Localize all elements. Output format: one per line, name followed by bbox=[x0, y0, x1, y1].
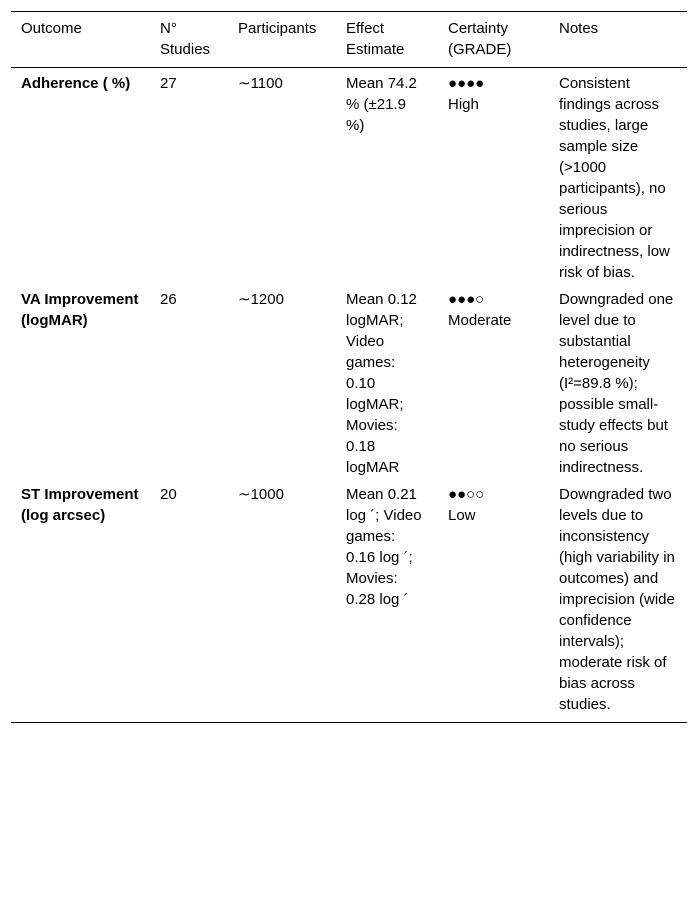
table-body bbox=[11, 68, 687, 723]
table-row bbox=[11, 68, 687, 285]
participants-cell: ∼1100 bbox=[238, 75, 283, 92]
header-row bbox=[11, 12, 687, 68]
header-outcome: Outcome bbox=[11, 12, 150, 68]
certainty-label: High bbox=[448, 96, 479, 113]
studies-cell: 20 bbox=[150, 479, 228, 723]
header-studies: N° Studies bbox=[150, 12, 228, 68]
table-row bbox=[11, 284, 687, 479]
outcome-cell: Adherence ( %) bbox=[21, 75, 131, 92]
certainty-cell bbox=[438, 284, 549, 479]
table-row bbox=[11, 479, 687, 723]
header-notes: Notes bbox=[549, 12, 687, 68]
certainty-rating-icon: ●●○○ bbox=[448, 486, 485, 503]
certainty-cell bbox=[438, 479, 549, 723]
header-effect-estimate: Effect Estimate bbox=[336, 12, 438, 68]
effect-cell: Mean 74.2 % (±21.9 %) bbox=[346, 75, 417, 134]
outcome-cell: VA Improvement (logMAR) bbox=[21, 291, 139, 329]
effect-cell: Mean 0.12 logMAR; Video games: 0.10 logMAR; Movies: 0.18 logMAR bbox=[346, 291, 417, 476]
studies-cell: 26 bbox=[160, 291, 177, 308]
studies-cell: 27 bbox=[160, 75, 177, 92]
outcome-cell: ST Improvement (log arcsec) bbox=[11, 479, 150, 723]
certainty-cell bbox=[438, 68, 549, 285]
table-header bbox=[11, 12, 687, 68]
header-participants: Participants bbox=[228, 12, 336, 68]
certainty-rating-icon: ●●●○ bbox=[448, 291, 485, 308]
participants-cell: ∼1200 bbox=[238, 291, 284, 308]
certainty-label: Moderate bbox=[448, 312, 512, 329]
notes-cell: Consistent findings across studies, large sample size (>1000 participants), no serious imprecision or indirectness, low risk of bias. bbox=[559, 75, 670, 281]
notes-cell: Downgraded one level due to substantial heterogeneity (I²=89.8 %); possible small-study effects but no serious indirectness. bbox=[559, 291, 674, 476]
effect-cell: Mean 0.21 log ´; Video games: 0.16 log ´; Movies: 0.28 log ´ bbox=[336, 479, 438, 723]
certainty-label: Low bbox=[448, 507, 476, 524]
participants-cell: ∼1000 bbox=[228, 479, 336, 723]
notes-cell: Downgraded two levels due to inconsistency (high variability in outcomes) and imprecision (wide confidence intervals); moderate risk of bias across studies. bbox=[549, 479, 687, 723]
grade-summary-table bbox=[11, 11, 687, 723]
certainty-rating-icon: ●●●● bbox=[448, 75, 485, 92]
header-certainty: Certainty (GRADE) bbox=[438, 12, 549, 68]
